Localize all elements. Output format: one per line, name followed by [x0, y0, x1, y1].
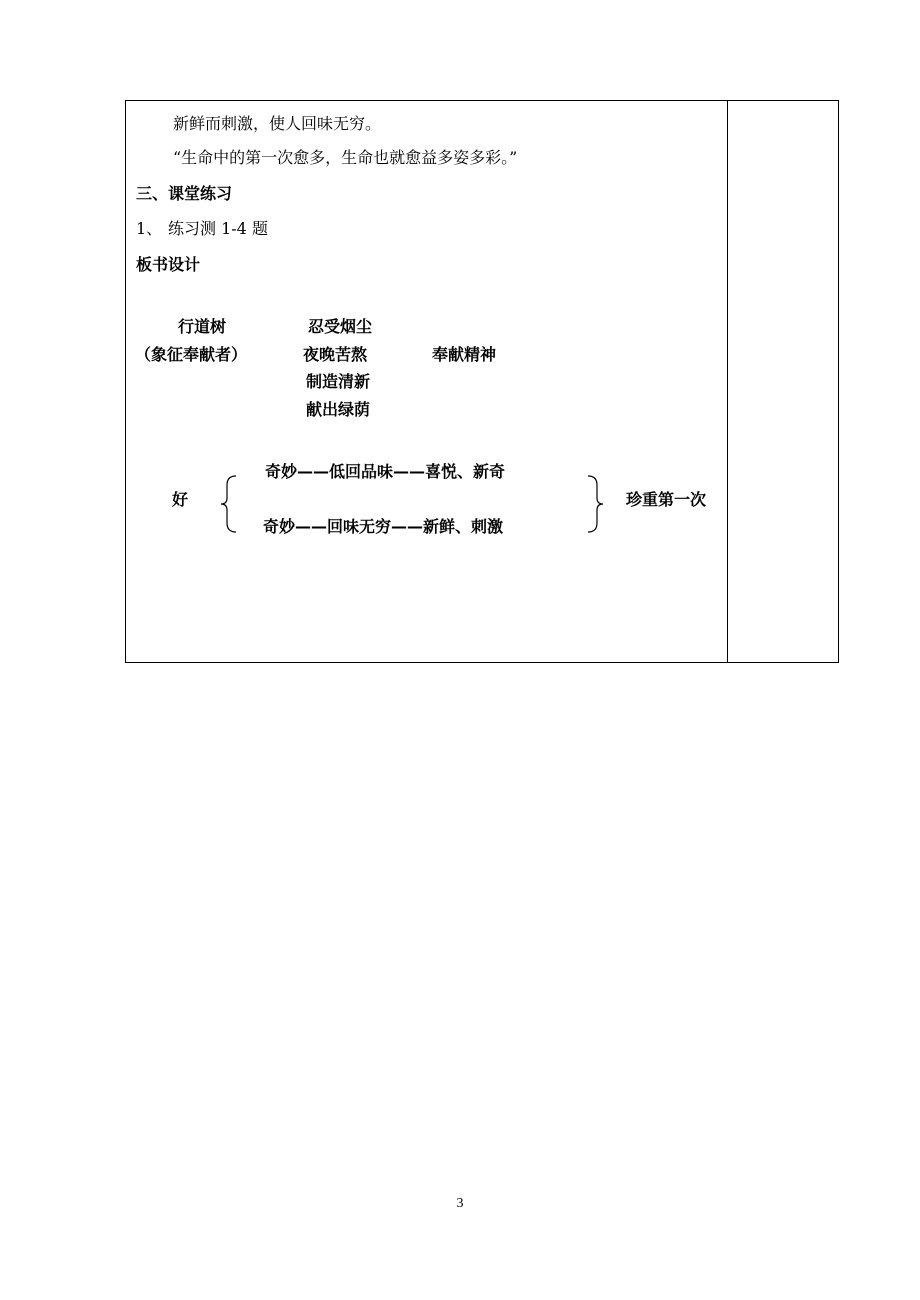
lesson-table: [125, 100, 839, 663]
page-number: 3: [456, 1196, 464, 1211]
quality-item: 献出绿荫: [306, 400, 371, 419]
exercise-item: 练习测 1-4 题: [168, 219, 268, 238]
text-line-fresh: 新鲜而刺激，使人回味无穷。: [173, 114, 382, 133]
section-heading-exercise: 三、课堂练习: [136, 184, 233, 203]
good-label: 好: [172, 490, 189, 509]
tree-label: 行道树: [178, 317, 227, 336]
quality-item: 忍受烟尘: [308, 317, 373, 336]
column-divider: [727, 101, 728, 662]
conclusion-label: 珍重第一次: [626, 490, 707, 509]
right-brace: [584, 474, 606, 534]
board-design-heading: 板书设计: [136, 255, 201, 274]
quote-line: “生命中的第一次愈多，生命也就愈益多姿多彩。”: [173, 148, 518, 167]
comparison-row-2: 奇妙——回味无穷——新鲜、刺激: [263, 517, 504, 536]
comparison-row-1: 奇妙——低回品味——喜悦、新奇: [265, 462, 506, 481]
spirit-label: 奉献精神: [432, 345, 497, 364]
quality-item: 制造清新: [306, 372, 371, 391]
exercise-number: 1、: [136, 219, 163, 238]
left-brace: [218, 474, 240, 534]
quality-item: 夜晚苦熬: [303, 345, 368, 364]
tree-symbol-label: （象征奉献者）: [135, 345, 248, 364]
